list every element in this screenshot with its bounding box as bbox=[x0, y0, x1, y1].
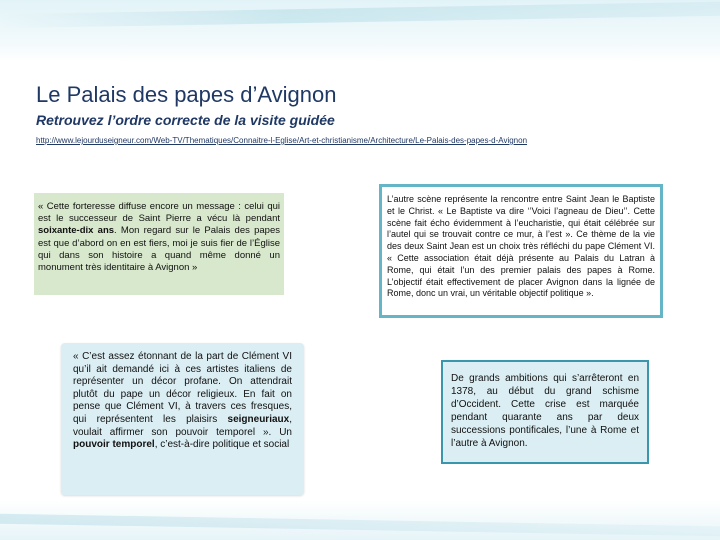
card-baptiste[interactable] bbox=[379, 184, 663, 318]
card-forteresse-text-1: « Cette forteresse diffuse encore un message : celui qui est le successeur de Saint Pierre a vécu là pendant bbox=[38, 201, 280, 225]
card-ambitions[interactable] bbox=[441, 360, 649, 464]
card-clement[interactable] bbox=[61, 343, 304, 495]
card-clement-text-2: , voulait affirmer son pouvoir temporel ». Un bbox=[73, 413, 292, 438]
top-decoration-band bbox=[0, 0, 720, 62]
source-link[interactable]: http://www.lejourduseigneur.com/Web-TV/Thematiques/Connaitre-l-Eglise/Art-et-christianisme/Architecture/Le-Palais-des-papes-d-Avignon bbox=[36, 136, 528, 145]
card-clement-text-3: , c’est-à-dire politique et social bbox=[154, 439, 290, 451]
bottom-decoration-band bbox=[0, 500, 720, 540]
slide-title: Le Palais des papes d’Avignon bbox=[36, 82, 337, 107]
card-clement-bold-2: pouvoir temporel bbox=[73, 439, 155, 451]
card-forteresse-text-2: . Mon regard sur le Palais des papes est que d’abord on en est fiers, moi je suis fier de l’Église qui dans son histoire a quand même donné un monument très identitaire à Avignon » bbox=[38, 225, 280, 274]
card-clement-bold-1: seigneuriaux bbox=[227, 413, 290, 425]
card-clement-text-1: « C’est assez étonnant de la part de Clément VI qu’il ait demandé ici à ces artistes italiens de représenter un décor profane. On attendrait plutôt du pape un décor religieux. En fait on pense que Clément VI, à travers ces fresques, qui représentent les plaisirs bbox=[73, 351, 292, 425]
card-forteresse-bold-1: soixante-dix ans bbox=[38, 225, 115, 237]
card-ambitions-text: De grands ambitions qui s’arrêteront en 1378, au début du grand schisme d’Occident. Cette crise est marquée pendant quarante ans par deux successions pontificales, l’une à Rome et l’autre à Avignon. bbox=[451, 373, 639, 449]
card-forteresse[interactable] bbox=[34, 193, 284, 295]
card-baptiste-text: L’autre scène représente la rencontre entre Saint Jean le Baptiste et le Christ. « Le Baptiste va dire ‘’Voici l’agneau de Dieu’’. Cette scène fait écho évidemment à l’eucharistie, qui était célébrée sur l’autel qui se trouvait contre ce mur, à l’est ». Ce thème de la vie des deux Saint Jean est un choix très réfléchi du pape Clément VI. « Cette association était déjà présente au Palais du Latran à Rome, qui était l’un des premier palais des papes à Rome. L’objectif était effectivement de placer Avignon dans la lignée de Rome, donc un vrai, un véritable objectif politique ». bbox=[387, 194, 655, 299]
slide-subtitle: Retrouvez l’ordre correcte de la visite guidée bbox=[36, 112, 335, 128]
